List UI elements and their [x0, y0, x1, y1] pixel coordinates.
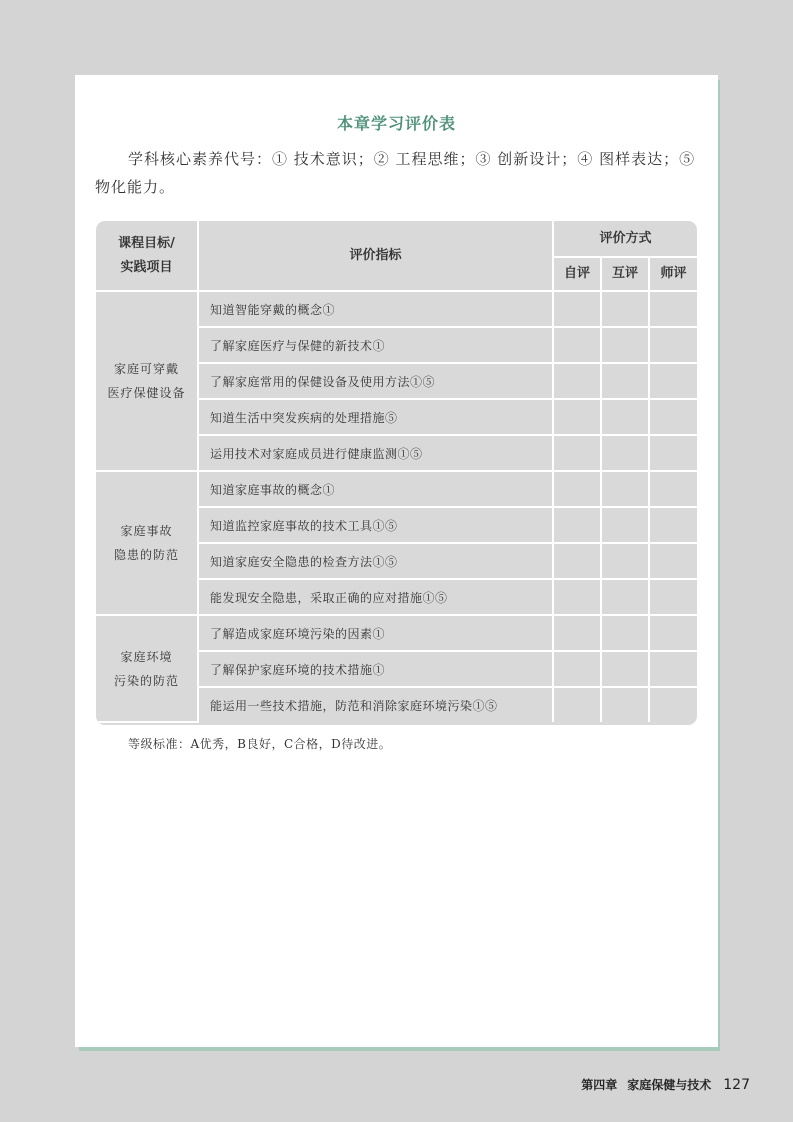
- peer-evaluation-cell[interactable]: [601, 543, 649, 579]
- indicator-cell: 能运用一些技术措施，防范和消除家庭环境污染①⑤: [198, 687, 553, 722]
- peer-evaluation-cell[interactable]: [601, 651, 649, 687]
- table-body: [96, 291, 697, 722]
- teacher-evaluation-cell[interactable]: [649, 291, 697, 327]
- footer-chapter-title: 家庭保健与技术: [627, 1078, 712, 1092]
- indicator-cell: 运用技术对家庭成员进行健康监测①⑤: [198, 435, 553, 471]
- header-method: 评价方式: [553, 221, 697, 257]
- self-evaluation-cell[interactable]: [553, 579, 601, 615]
- teacher-evaluation-cell[interactable]: [649, 651, 697, 687]
- goal-cell: [96, 291, 198, 471]
- self-evaluation-cell[interactable]: [553, 399, 601, 435]
- indicator-cell: 能发现安全隐患，采取正确的应对措施①⑤: [198, 579, 553, 615]
- header-peer: 互评: [601, 257, 649, 291]
- header-goal: [96, 221, 198, 291]
- peer-evaluation-cell[interactable]: [601, 579, 649, 615]
- teacher-evaluation-cell[interactable]: [649, 435, 697, 471]
- evaluation-table-container: [96, 221, 697, 725]
- teacher-evaluation-cell[interactable]: [649, 471, 697, 507]
- self-evaluation-cell[interactable]: [553, 291, 601, 327]
- goal-label: 家庭事故 隐患的防范: [113, 524, 179, 562]
- grading-footnote: 等级标准：A优秀，B良好，C合格，D待改进。: [128, 737, 392, 751]
- self-evaluation-cell[interactable]: [553, 327, 601, 363]
- self-evaluation-cell[interactable]: [553, 615, 601, 651]
- peer-evaluation-cell[interactable]: [601, 435, 649, 471]
- goal-cell: [96, 471, 198, 615]
- goal-label: 家庭环境 污染的防范: [113, 649, 179, 688]
- header-teacher: 师评: [649, 257, 697, 291]
- self-evaluation-cell[interactable]: [553, 435, 601, 471]
- page: [75, 75, 718, 1047]
- goal-label: 家庭可穿戴 医疗保健设备: [107, 362, 186, 400]
- indicator-cell: 知道家庭事故的概念①: [198, 471, 553, 507]
- teacher-evaluation-cell[interactable]: [649, 399, 697, 435]
- evaluation-table: [96, 221, 697, 723]
- header-goal-label: 课程目标/ 实践项目: [118, 235, 175, 275]
- indicator-cell: 了解家庭常用的保健设备及使用方法①⑤: [198, 363, 553, 399]
- peer-evaluation-cell[interactable]: [601, 327, 649, 363]
- self-evaluation-cell[interactable]: [553, 363, 601, 399]
- table-row: [96, 615, 697, 651]
- peer-evaluation-cell[interactable]: [601, 291, 649, 327]
- peer-evaluation-cell[interactable]: [601, 507, 649, 543]
- indicator-cell: 知道监控家庭事故的技术工具①⑤: [198, 507, 553, 543]
- peer-evaluation-cell[interactable]: [601, 399, 649, 435]
- self-evaluation-cell[interactable]: [553, 471, 601, 507]
- peer-evaluation-cell[interactable]: [601, 363, 649, 399]
- footer-chapter: 第四章: [581, 1078, 618, 1092]
- teacher-evaluation-cell[interactable]: [649, 363, 697, 399]
- teacher-evaluation-cell[interactable]: [649, 543, 697, 579]
- table-row: [96, 291, 697, 327]
- indicator-cell: 知道生活中突发疾病的处理措施⑤: [198, 399, 553, 435]
- self-evaluation-cell[interactable]: [553, 687, 601, 722]
- indicator-cell: 了解家庭医疗与保健的新技术①: [198, 327, 553, 363]
- table-row: [96, 471, 697, 507]
- teacher-evaluation-cell[interactable]: [649, 615, 697, 651]
- header-self: 自评: [553, 257, 601, 291]
- goal-cell: [96, 615, 198, 722]
- self-evaluation-cell[interactable]: [553, 651, 601, 687]
- self-evaluation-cell[interactable]: [553, 543, 601, 579]
- teacher-evaluation-cell[interactable]: [649, 579, 697, 615]
- indicator-cell: 知道智能穿戴的概念①: [198, 291, 553, 327]
- page-title: 本章学习评价表: [336, 114, 456, 133]
- teacher-evaluation-cell[interactable]: [649, 507, 697, 543]
- indicator-cell: 了解造成家庭环境污染的因素①: [198, 615, 553, 651]
- peer-evaluation-cell[interactable]: [601, 687, 649, 722]
- indicator-cell: 了解保护家庭环境的技术措施①: [198, 651, 553, 687]
- page-number: 127: [723, 1077, 750, 1093]
- self-evaluation-cell[interactable]: [553, 507, 601, 543]
- peer-evaluation-cell[interactable]: [601, 615, 649, 651]
- header-indicator: 评价指标: [198, 221, 553, 291]
- teacher-evaluation-cell[interactable]: [649, 327, 697, 363]
- indicator-cell: 知道家庭安全隐患的检查方法①⑤: [198, 543, 553, 579]
- teacher-evaluation-cell[interactable]: [649, 687, 697, 722]
- page-footer: [581, 1076, 750, 1093]
- peer-evaluation-cell[interactable]: [601, 471, 649, 507]
- intro-paragraph: 学科核心素养代号：① 技术意识；② 工程思维；③ 创新设计；④ 图样表达；⑤ 物化能力。: [95, 150, 696, 196]
